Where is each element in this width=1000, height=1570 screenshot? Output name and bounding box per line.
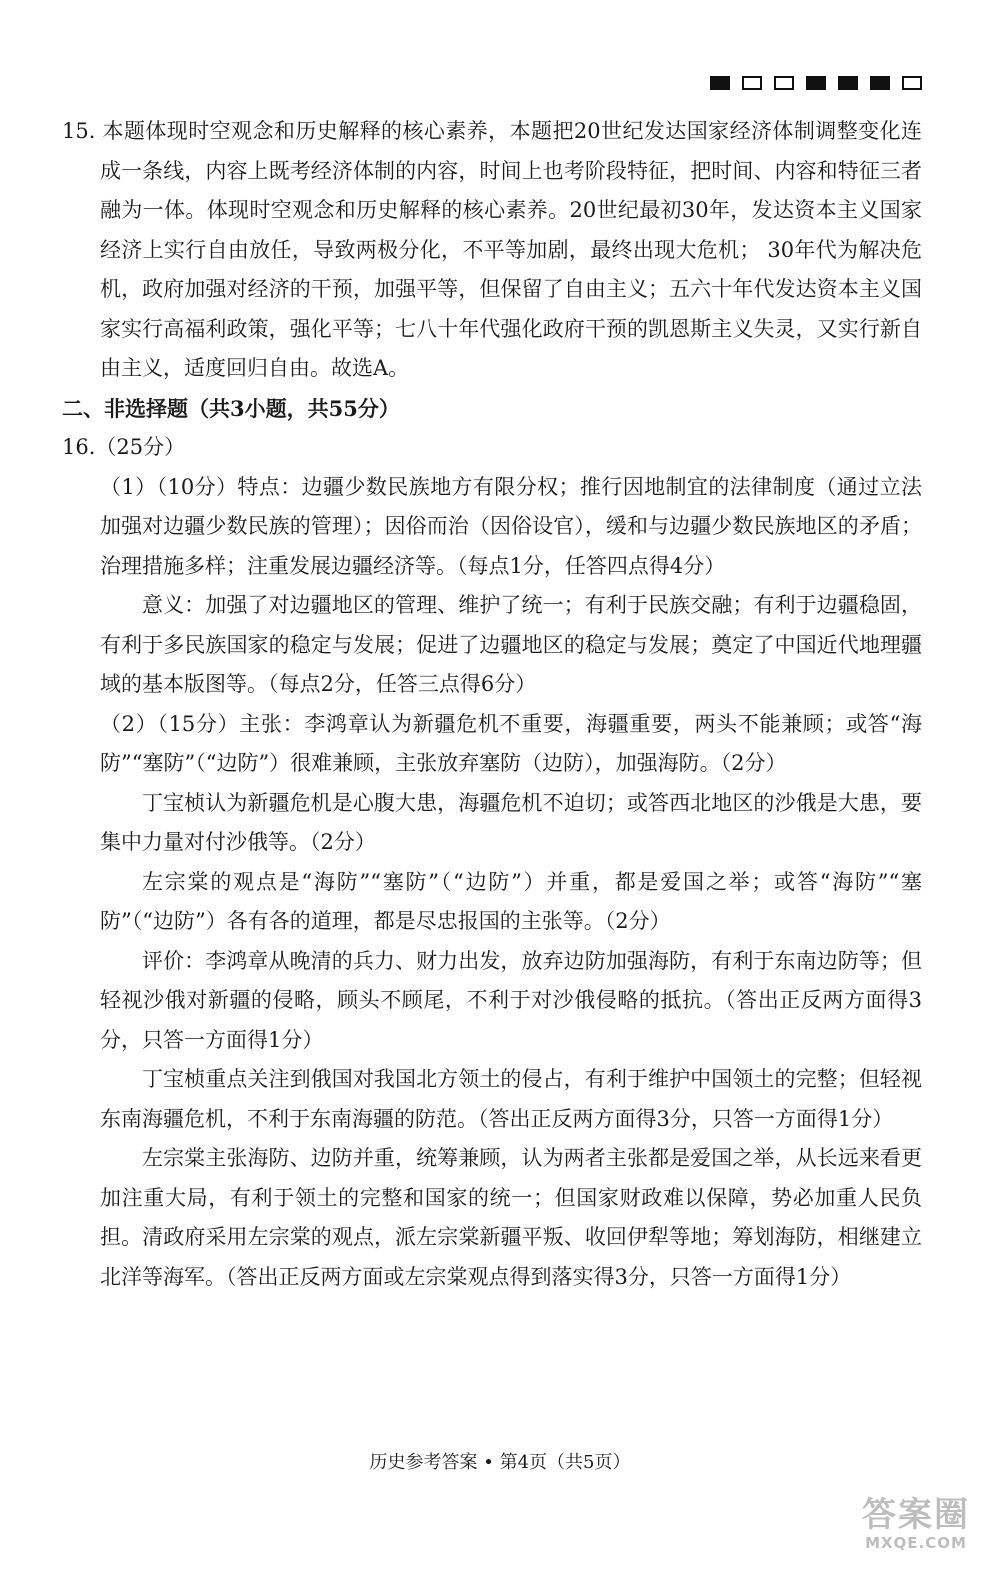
answer-q16-2-eval-ding: 丁宝桢重点关注到俄国对我国北方领土的侵占，有利于维护中国领土的完整；但轻视东南海疆危机，不利于东南海疆的防范。（答出正反两方面得3分，只答一方面得1分） xyxy=(100,1067,922,1131)
answer-q16-2-eval-li: 评价：李鸿章从晚清的兵力、财力出发，放弃边防加强海防，有利于东南边防等；但轻视沙俄对新疆的侵略，顾头不顾尾，不利于对沙俄侵略的抵抗。（答出正反两方面得3分，只答一方面得1分） xyxy=(100,948,922,1052)
answer-q16-2-li: （2）（15分）主张：李鸿章认为新疆危机不重要，海疆重要，两头不能兼顾；或答“海防”“塞防”（“边防”）很难兼顾，主张放弃塞防（边防），加强海防。（2分） xyxy=(100,711,922,775)
header-mark xyxy=(902,76,922,90)
answer-q16-2-ding: 丁宝桢认为新疆危机是心腹大患，海疆危机不迫切；或答西北地区的沙俄是大患，要集中力量对付沙俄等。（2分） xyxy=(100,790,922,854)
answer-q16-2-zuo: 左宗棠的观点是“海防”“塞防”（“边防”）并重，都是爱国之举；或答“海防”“塞防”（“边防”）各有各的道理，都是尽忠报国的主张等。（2分） xyxy=(100,869,922,933)
answer-q16-1-significance: 意义：加强了对边疆地区的管理、维护了统一；有利于民族交融；有利于边疆稳固，有利于多民族国家的稳定与发展；促进了边疆地区的稳定与发展；奠定了中国近代地理疆域的基本版图等。（每点2分，任答三点得6分） xyxy=(100,593,922,696)
answer-q16-heading: 16.（25分） xyxy=(62,435,186,459)
watermark-logo xyxy=(862,1496,970,1552)
header-mark xyxy=(710,76,730,90)
answer-q16-1-features: （1）（10分）特点：边疆少数民族地方有限分权；推行因地制宜的法律制度（通过立法加强对边疆少数民族的管理）；因俗而治（因俗设官），缓和与边疆少数民族地区的矛盾；治理措施多样；注重发展边疆经济等。（每点1分，任答四点得4分） xyxy=(100,474,922,578)
header-mark xyxy=(838,76,858,90)
page-footer: 历史参考答案 • 第4页（共5页） xyxy=(369,1452,631,1473)
header-mark xyxy=(806,76,826,90)
watermark-logo-text: 答案圈 xyxy=(862,1495,970,1535)
header-mark xyxy=(870,76,890,90)
section-heading: 二、非选择题（共3小题，共55分） xyxy=(62,395,400,421)
header-mark xyxy=(742,76,762,90)
header-mark xyxy=(774,76,794,90)
answer-content xyxy=(62,112,922,1297)
watermark-url: MXQE.COM xyxy=(865,1534,967,1552)
header-marks xyxy=(710,76,922,90)
answer-q15: 15. 本题体现时空观念和历史解释的核心素养，本题把20世纪发达国家经济体制调整变化连成一条线，内容上既考经济体制的内容，时间上也考阶段特征，把时间、内容和特征三者融为一体。体现时空观念和历史解释的核心素养。20世纪最初30年，发达资本主义国家经济上实行自由放任，导致两极分化，不平等加剧，最终出现大危机； 30年代为解决危机，政府加强对经济的干预，加强平等，但保留了自由主义；五六十年代发达资本主义国家实行高福利政策，强化平等；七八十年代强化政府干预的凯恩斯主义失灵，又实行新自由主义，适度回归自由。故选A。 xyxy=(62,119,922,380)
answer-q16-2-eval-zuo: 左宗棠主张海防、边防并重，统筹兼顾，认为两者主张都是爱国之举，从长远来看更加注重大局，有利于领土的完整和国家的统一；但国家财政难以保障，势必加重人民负担。清政府采用左宗棠的观点，派左宗棠新疆平叛、收回伊犁等地；筹划海防，相继建立北洋等海军。（答出正反两方面或左宗棠观点得到落实得3分，只答一方面得1分） xyxy=(100,1146,922,1289)
